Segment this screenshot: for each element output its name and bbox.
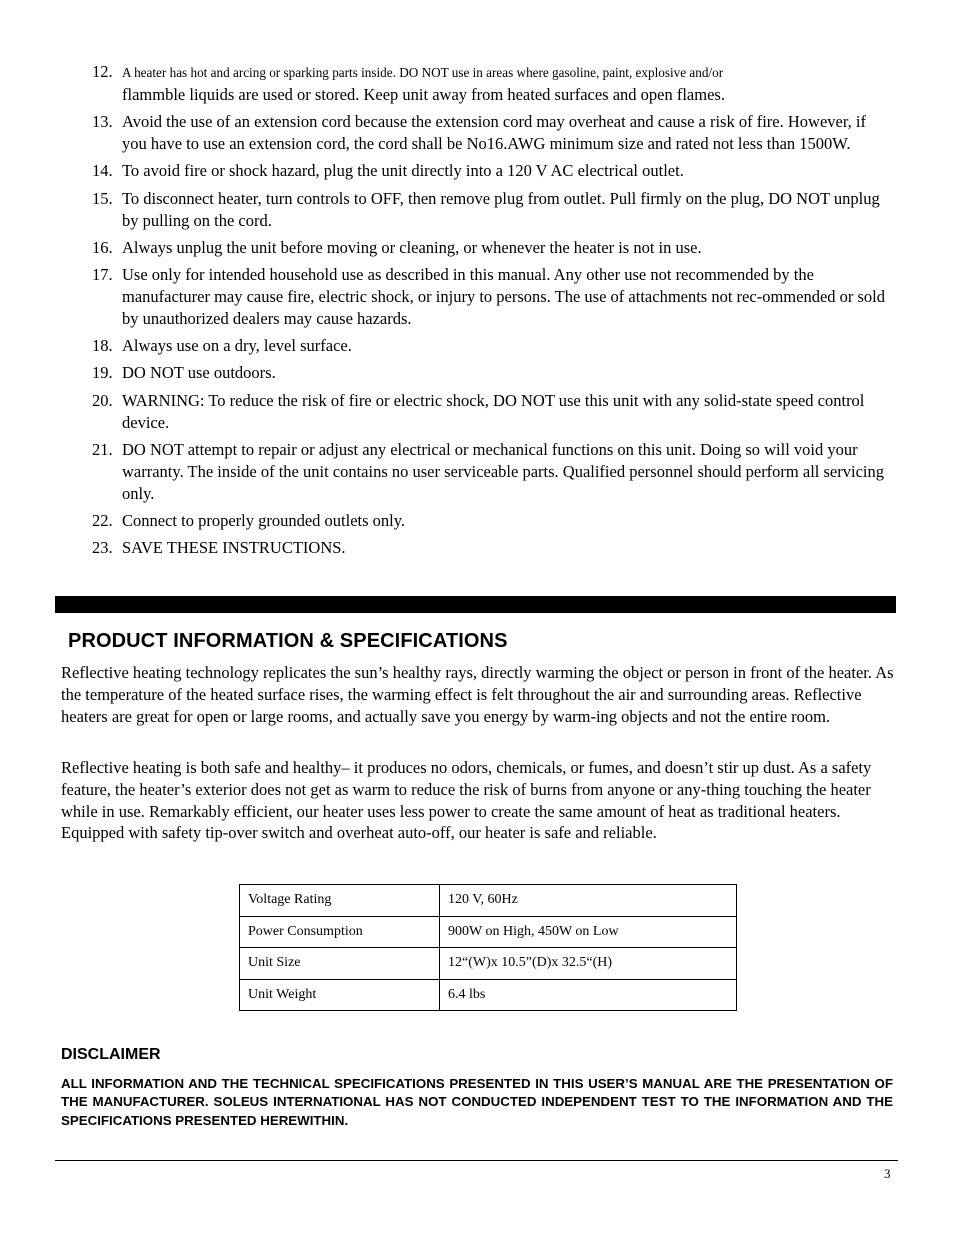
table-row <box>240 948 737 980</box>
table-row <box>240 979 737 1011</box>
instruction-text: DO NOT use outdoors. <box>122 363 276 383</box>
instruction-item <box>92 160 892 182</box>
section-divider-bar <box>55 596 896 613</box>
instruction-text: WARNING: To reduce the risk of fire or electric shock, DO NOT use this unit with any solid-state speed control device. <box>122 390 865 432</box>
instruction-number: 15. <box>92 188 113 208</box>
instruction-text: DO NOT attempt to repair or adjust any electrical or mechanical functions on this unit. Doing so will void your warranty. The inside of the unit contains no user serviceable parts. Qualified personnel should perform all servicing only. <box>122 439 884 503</box>
spec-value: 6.4 lbs <box>440 979 737 1011</box>
footer-rule <box>55 1160 898 1161</box>
instruction-item <box>92 264 892 330</box>
spec-value: 12“(W)x 10.5”(D)x 32.5“(H) <box>440 948 737 980</box>
disclaimer-body: ALL INFORMATION AND THE TECHNICAL SPECIFICATIONS PRESENTED IN THIS USER’S MANUAL ARE THE PRESENTATION OF THE MANUFACTURER. SOLEUS INTERNATIONAL HAS NOT CONDUCTED INDEPENDENT TEST TO THE INFORMATION AND THE SPECIFICATIONS PRESENTED HEREWITHIN. <box>61 1076 893 1128</box>
instruction-item <box>92 111 892 155</box>
instruction-item <box>92 362 892 384</box>
instruction-number: 17. <box>92 264 113 284</box>
instruction-text: Always unplug the unit before moving or cleaning, or whenever the heater is not in use. <box>122 237 702 257</box>
page-number: 3 <box>884 1166 891 1181</box>
instruction-text: Use only for intended household use as described in this manual. Any other use not recommended by the manufacturer may cause fire, electric shock, or injury to persons. The use of attachments not rec-ommended or sold by unauthorized dealers may cause hazards. <box>122 264 886 328</box>
instruction-number: 21. <box>92 439 113 459</box>
spec-label: Unit Weight <box>240 979 440 1011</box>
table-row <box>240 885 737 917</box>
instruction-number: 12. <box>92 62 113 81</box>
instruction-number: 20. <box>92 390 113 410</box>
safety-instructions-list <box>92 61 892 564</box>
instruction-item <box>92 61 892 106</box>
spec-label: Unit Size <box>240 948 440 980</box>
instruction-number: 19. <box>92 363 113 383</box>
product-paragraph-1: Reflective heating technology replicates the sun’s healthy rays, directly warming the object or person in front of the heater. As the temperature of the heated surface rises, the warming effect is felt throughout the air and surrounding areas. Reflective heaters are great for open or large rooms, and actually save you energy by warm-ing objects and not the entire room. <box>61 663 894 726</box>
instruction-item <box>92 188 892 232</box>
instruction-text: Always use on a dry, level surface. <box>122 336 352 356</box>
instruction-number: 18. <box>92 336 113 356</box>
instruction-item <box>92 510 892 532</box>
instruction-small-text: A heater has hot and arcing or sparking parts inside. DO NOT use in areas where gasoline, paint, explosive and/or <box>122 65 724 80</box>
instruction-text: To disconnect heater, turn controls to OFF, then remove plug from outlet. Pull firmly on the plug, DO NOT unplug by pulling on the cord. <box>122 188 880 230</box>
instruction-number: 22. <box>92 510 113 530</box>
spec-value: 900W on High, 450W on Low <box>440 916 737 948</box>
instruction-text: To avoid fire or shock hazard, plug the unit directly into a 120 V AC electrical outlet. <box>122 161 684 181</box>
instruction-number: 14. <box>92 161 113 181</box>
instruction-item <box>92 439 892 505</box>
instruction-text: Avoid the use of an extension cord because the extension cord may overheat and cause a risk of fire. However, if you have to use an extension cord, the cord shall be No16.AWG minimum size and rated not less than 1500W. <box>122 112 867 154</box>
section-heading: PRODUCT INFORMATION & SPECIFICATIONS <box>68 630 508 652</box>
spec-label: Voltage Rating <box>240 885 440 917</box>
instruction-item <box>92 335 892 357</box>
instruction-item <box>92 237 892 259</box>
instruction-text <box>122 61 892 106</box>
instruction-item <box>92 537 892 559</box>
instruction-text: Connect to properly grounded outlets only. <box>122 510 406 530</box>
disclaimer-title: DISCLAIMER <box>61 1046 161 1063</box>
spec-label: Power Consumption <box>240 916 440 948</box>
instruction-text: SAVE THESE INSTRUCTIONS. <box>122 538 346 558</box>
product-paragraph-2: Reflective heating is both safe and healthy– it produces no odors, chemicals, or fumes, and doesn’t stir up dust. As a safety feature, the heater’s exterior does not get as warm to reduce the risk of burns from anyone or any-thing touching the heater while in use. Remarkably efficient, our heater uses less power to create the same amount of heat as traditional heaters. Equipped with safety tip-over switch and overheat auto-off, our heater is safe and reliable. <box>61 758 872 843</box>
instruction-number: 23. <box>92 538 113 558</box>
instruction-number: 13. <box>92 112 113 132</box>
instruction-number: 16. <box>92 237 113 257</box>
spec-value: 120 V, 60Hz <box>440 885 737 917</box>
instruction-text-cont: flammble liquids are used or stored. Keep unit away from heated surfaces and open flames. <box>122 85 725 104</box>
table-row <box>240 916 737 948</box>
specifications-table <box>239 884 737 1011</box>
instruction-item <box>92 390 892 434</box>
